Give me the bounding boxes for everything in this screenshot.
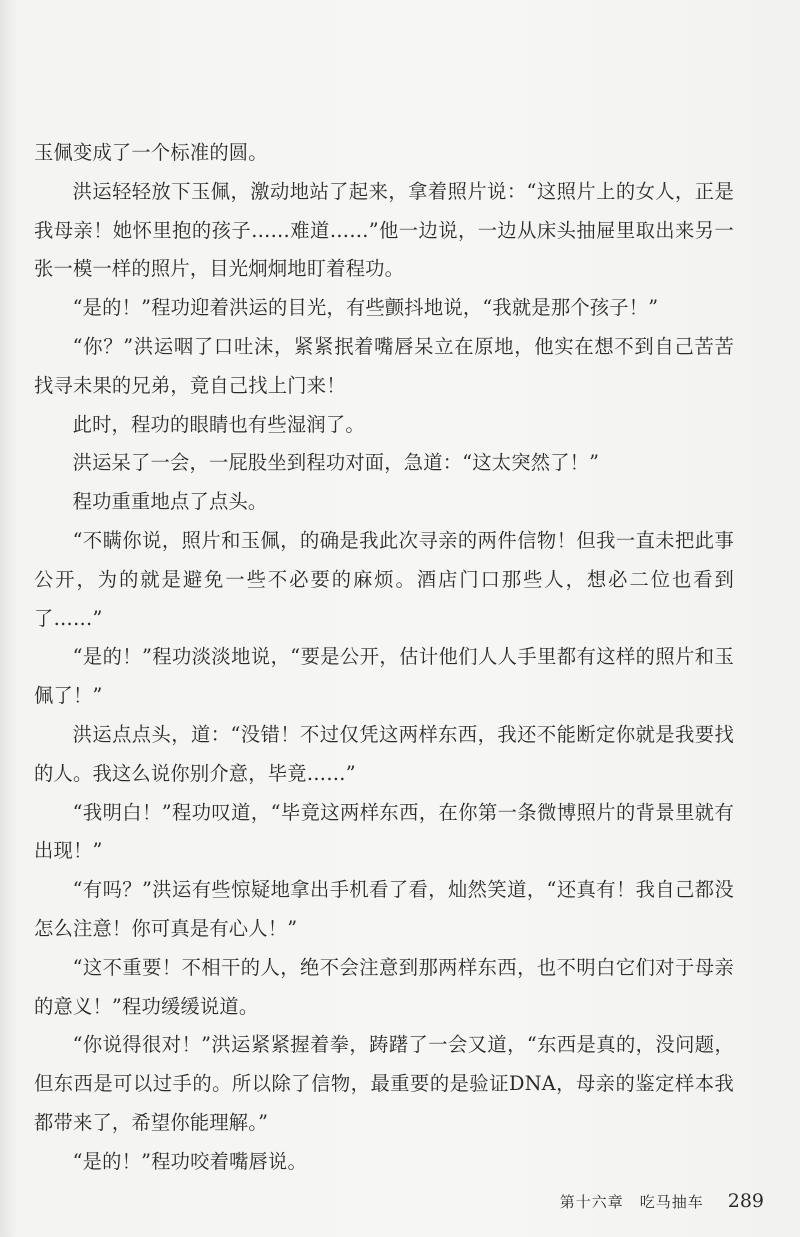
paragraph: “是的！”程功淡淡地说，“要是公开，估计他们人人手里都有这样的照片和玉佩了！”	[34, 645, 734, 708]
running-footer-chapter: 第十六章 吃马抽车	[559, 1193, 704, 1211]
paragraph: 洪运呆了一会，一屁股坐到程功对面，急道：“这太突然了！”	[72, 451, 600, 475]
paragraph: “有吗？”洪运有些惊疑地拿出手机看了看，灿然笑道，“还真有！我自己都没怎么注意！你可真是有心人！”	[34, 878, 734, 940]
paragraph: 程功重重地点了点头。	[72, 490, 268, 514]
paragraph: 此时，程功的眼睛也有些湿润了。	[72, 412, 365, 436]
paragraph: 洪运轻轻放下玉佩，激动地站了起来，拿着照片说：“这照片上的女人，正是我母亲！她怀里抱的孩子……难道……”他一边说，一边从床头抽屉里取出来另一张一模一样的照片，目光炯炯地盯着程功。	[34, 179, 734, 281]
paragraph: “不瞒你说，照片和玉佩，的确是我此次寻亲的两件信物！但我一直未把此事公开，为的就是避免一些不必要的麻烦。酒店门口那些人，想必二位也看到了……”	[34, 528, 734, 630]
paragraph: “你说得很对！”洪运紧紧握着拳，踌躇了一会又道，“东西是真的，没问题，但东西是可以过手的。所以除了信物，最重要的是验证DNA，母亲的鉴定样本我都带来了，希望你能理解。”	[34, 1033, 734, 1134]
paragraph: “这不重要！不相干的人，绝不会注意到那两样东西，也不明白它们对于母亲的意义！”程功缓缓说道。	[34, 955, 734, 1018]
paragraph: “我明白！”程功叹道，“毕竟这两样东西，在你第一条微博照片的背景里就有出现！”	[34, 800, 734, 863]
page-number: 289	[727, 1190, 764, 1212]
paragraph: 洪运点点头，道：“没错！不过仅凭这两样东西，我还不能断定你就是我要找的人。我这么说你别介意，毕竟……”	[34, 722, 734, 785]
page-footer	[560, 1190, 764, 1212]
paragraph: 玉佩变成了一个标准的圆。	[34, 141, 268, 164]
paragraph: “你？”洪运咽了口吐沫，紧紧抿着嘴唇呆立在原地，他实在想不到自己苦苦找寻未果的兄弟，竟自己找上门来！	[34, 334, 734, 397]
body-text	[34, 134, 734, 1182]
paragraph: “是的！”程功迎着洪运的目光，有些颤抖地说，“我就是那个孩子！”	[72, 296, 659, 320]
paragraph: “是的！”程功咬着嘴唇说。	[72, 1149, 308, 1173]
